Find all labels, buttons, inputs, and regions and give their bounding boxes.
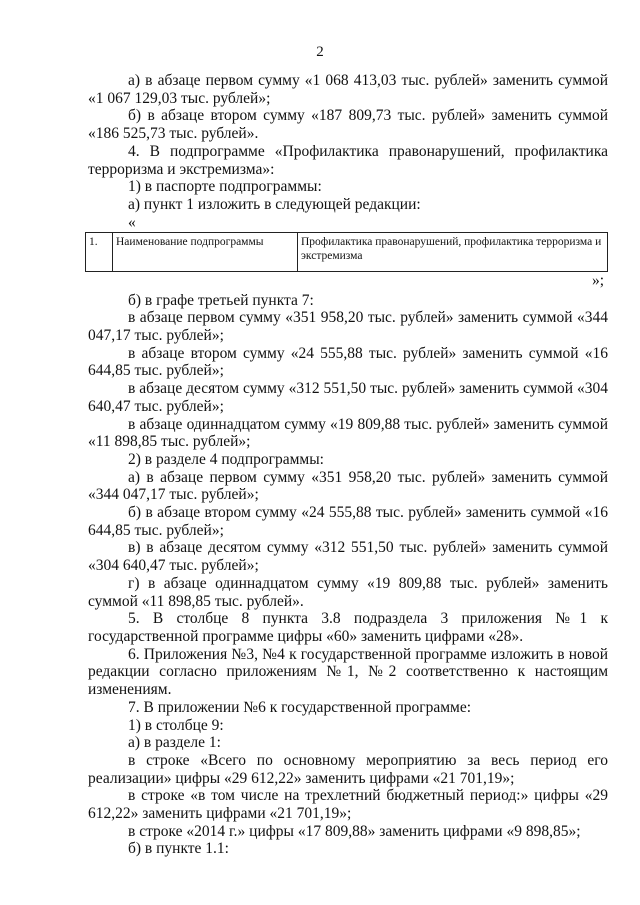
paragraph: 4. В подпрограмме «Профилактика правонарушений, профилактика терроризма и экстремизма»: [88,142,608,178]
paragraph: б) в графе третьей пункта 7: [128,291,314,309]
table-row [86,232,608,271]
paragraph: в строке «Всего по основному мероприятию за весь период его реализации» цифры «29 612,22» заменить цифрами «21 701,19»; [88,751,608,787]
paragraph: 1) в паспорте подпрограммы: [128,178,322,196]
quote-close: »; [591,271,604,289]
paragraph: в абзаце втором сумму «24 555,88 тыс. рублей» заменить суммой «16 644,85 тыс. рублей»; [88,344,608,380]
paragraph: а) в абзаце первом сумму «1 068 413,03 тыс. рублей» заменить суммой «1 067 129,03 тыс. рублей»; [88,72,608,107]
document-body [88,72,608,858]
paragraph: а) пункт 1 изложить в следующей редакции: [128,195,421,213]
paragraph: в абзаце десятом сумму «312 551,50 тыс. рублей» заменить суммой «304 640,47 тыс. рублей»; [88,380,608,415]
paragraph: 6. Приложения №3, №4 к государственной программе изложить в новой редакции согласно приложениям №1, №2 соответственно к настоящим изменениям. [88,645,608,699]
paragraph: в) в абзаце десятом сумму «312 551,50 тыс. рублей» заменить суммой «304 640,47 тыс. рублей»; [88,539,608,575]
paragraph: г) в абзаце одиннадцатом сумму «19 809,88 тыс. рублей» заменить суммой «11 898,85 тыс. рублей». [88,574,608,610]
paragraph: в абзаце первом сумму «351 958,20 тыс. рублей» заменить суммой «344 047,17 тыс. рублей»; [88,309,608,345]
paragraph: б) в абзаце втором сумму «187 809,73 тыс. рублей» заменить суммой «186 525,73 тыс. рублей». [88,107,608,143]
table-cell-label: Наименование подпрограммы [113,232,298,271]
quote-open: « [128,213,136,231]
paragraph: а) в разделе 1: [128,734,221,752]
table-cell-number: 1. [86,232,113,271]
table-cell-value: Профилактика правонарушений, профилактика терроризма и экстремизма [298,232,608,271]
paragraph: 7. В приложении №6 к государственной программе: [128,698,472,716]
paragraph: 1) в столбце 9: [128,716,224,734]
paragraph: б) в абзаце втором сумму «24 555,88 тыс. рублей» заменить суммой «16 644,85 тыс. рублей»; [88,504,608,539]
paragraph: в строке «в том числе на трехлетний бюджетный период:» цифры «29 612,22» заменить цифрами «21 701,19»; [88,787,608,823]
paragraph: б) в пункте 1.1: [128,840,229,858]
paragraph: 2) в разделе 4 подпрограммы: [128,450,324,468]
paragraph: в абзаце одиннадцатом сумму «19 809,88 тыс. рублей» заменить суммой «11 898,85 тыс. рублей»; [88,415,608,451]
paragraph: в строке «2014 г.» цифры «17 809,88» заменить цифрами «9 898,85»; [128,822,581,840]
paragraph: а) в абзаце первом сумму «351 958,20 тыс. рублей» заменить суммой «344 047,17 тыс. рублей»; [88,468,608,504]
paragraph: 5. В столбце 8 пункта 3.8 подраздела 3 приложения №1 к государственной программе цифры «60» заменить цифрами «28». [88,610,608,645]
passport-table [85,232,608,272]
page-number: 2 [316,44,324,60]
